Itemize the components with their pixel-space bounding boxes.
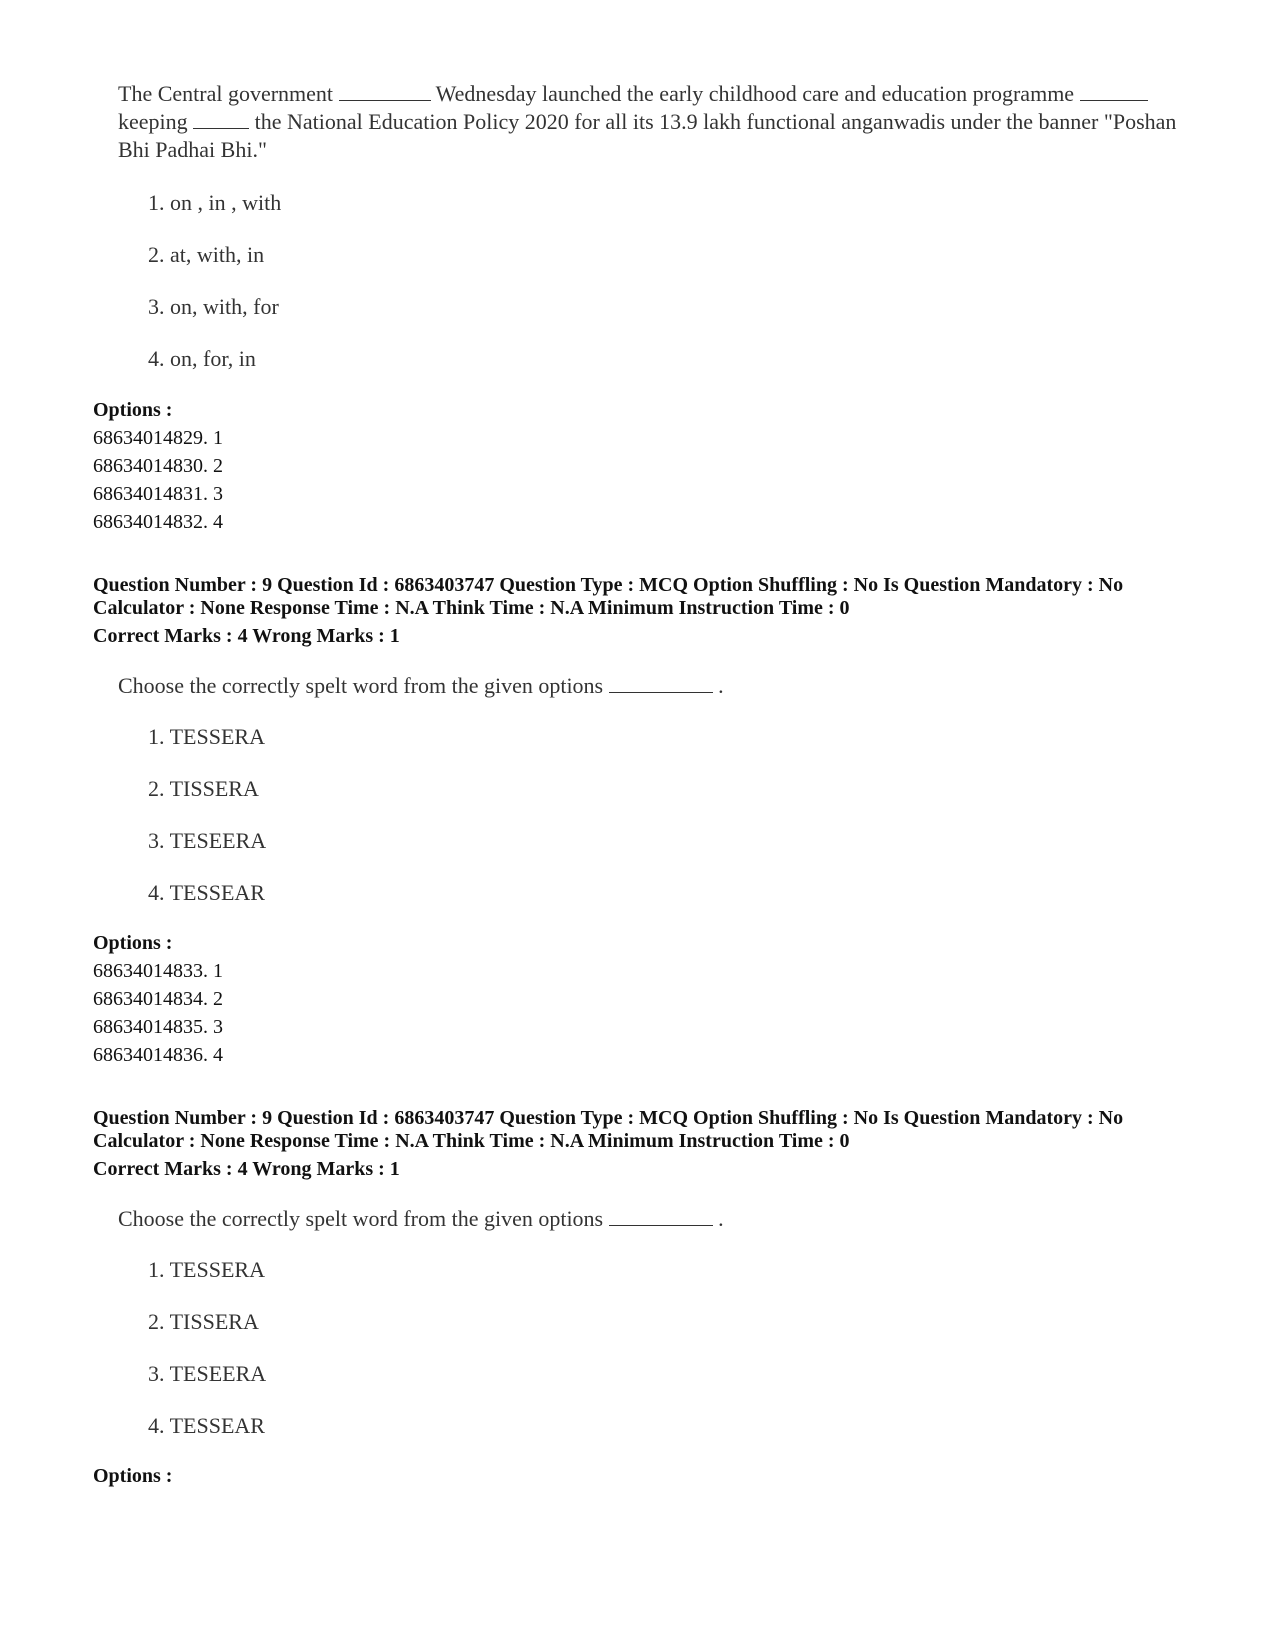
choice-item: 3. TESEERA (148, 828, 267, 853)
choice-item: 1. TESSERA (148, 724, 265, 749)
answer-blank (339, 80, 431, 101)
choice-item: 3. TESEERA (148, 1361, 267, 1386)
stem-part: keeping (118, 109, 188, 134)
choice-item: 2. at, with, in (148, 242, 265, 267)
question-meta: Calculator : None Response Time : N.A Think Time : N.A Minimum Instruction Time : 0 (93, 1130, 850, 1152)
option-id-line: 68634014830. 2 (93, 455, 223, 477)
question-stem (118, 672, 1178, 700)
option-id-line: 68634014835. 3 (93, 1016, 223, 1038)
option-id-line: 68634014834. 2 (93, 988, 223, 1010)
choice-item: 4. TESSEAR (148, 880, 265, 905)
question-meta: Question Number : 9 Question Id : 6863403747 Question Type : MCQ Option Shuffling : No Is Question Mandatory : No (93, 1107, 1124, 1129)
options-heading: Options : (93, 932, 173, 954)
option-id-line: 68634014833. 1 (93, 960, 223, 982)
choice-item: 4. TESSEAR (148, 1413, 265, 1438)
choice-item: 1. on , in , with (148, 190, 282, 215)
answer-blank (193, 108, 249, 129)
stem-part: The Central government (118, 81, 334, 106)
stem-part: . (718, 1206, 724, 1231)
question-stem (118, 80, 1178, 164)
question-marks: Correct Marks : 4 Wrong Marks : 1 (93, 1158, 400, 1180)
choice-item: 4. on, for, in (148, 346, 256, 371)
choice-item: 2. TISSERA (148, 1309, 259, 1334)
options-heading: Options : (93, 1465, 173, 1487)
question-stem (118, 1205, 1178, 1233)
question-meta: Calculator : None Response Time : N.A Think Time : N.A Minimum Instruction Time : 0 (93, 597, 850, 619)
answer-blank (1080, 80, 1148, 101)
option-id-line: 68634014836. 4 (93, 1044, 223, 1066)
stem-part: Choose the correctly spelt word from the given options (118, 1206, 604, 1231)
question-meta: Question Number : 9 Question Id : 6863403747 Question Type : MCQ Option Shuffling : No Is Question Mandatory : No (93, 574, 1124, 596)
stem-part: the National Education Policy 2020 for all its 13.9 lakh functional anganwadis under the banner "Poshan Bhi Padhai Bhi." (118, 109, 1177, 162)
choice-item: 3. on, with, for (148, 294, 279, 319)
option-id-line: 68634014832. 4 (93, 511, 223, 533)
question-marks: Correct Marks : 4 Wrong Marks : 1 (93, 625, 400, 647)
options-heading: Options : (93, 399, 173, 421)
choice-item: 2. TISSERA (148, 776, 259, 801)
answer-blank (609, 672, 713, 693)
option-id-line: 68634014831. 3 (93, 483, 223, 505)
stem-part: . (718, 673, 724, 698)
option-id-line: 68634014829. 1 (93, 427, 223, 449)
choice-item: 1. TESSERA (148, 1257, 265, 1282)
stem-part: Choose the correctly spelt word from the given options (118, 673, 604, 698)
stem-part: Wednesday launched the early childhood care and education programme (435, 81, 1075, 106)
answer-blank (609, 1205, 713, 1226)
